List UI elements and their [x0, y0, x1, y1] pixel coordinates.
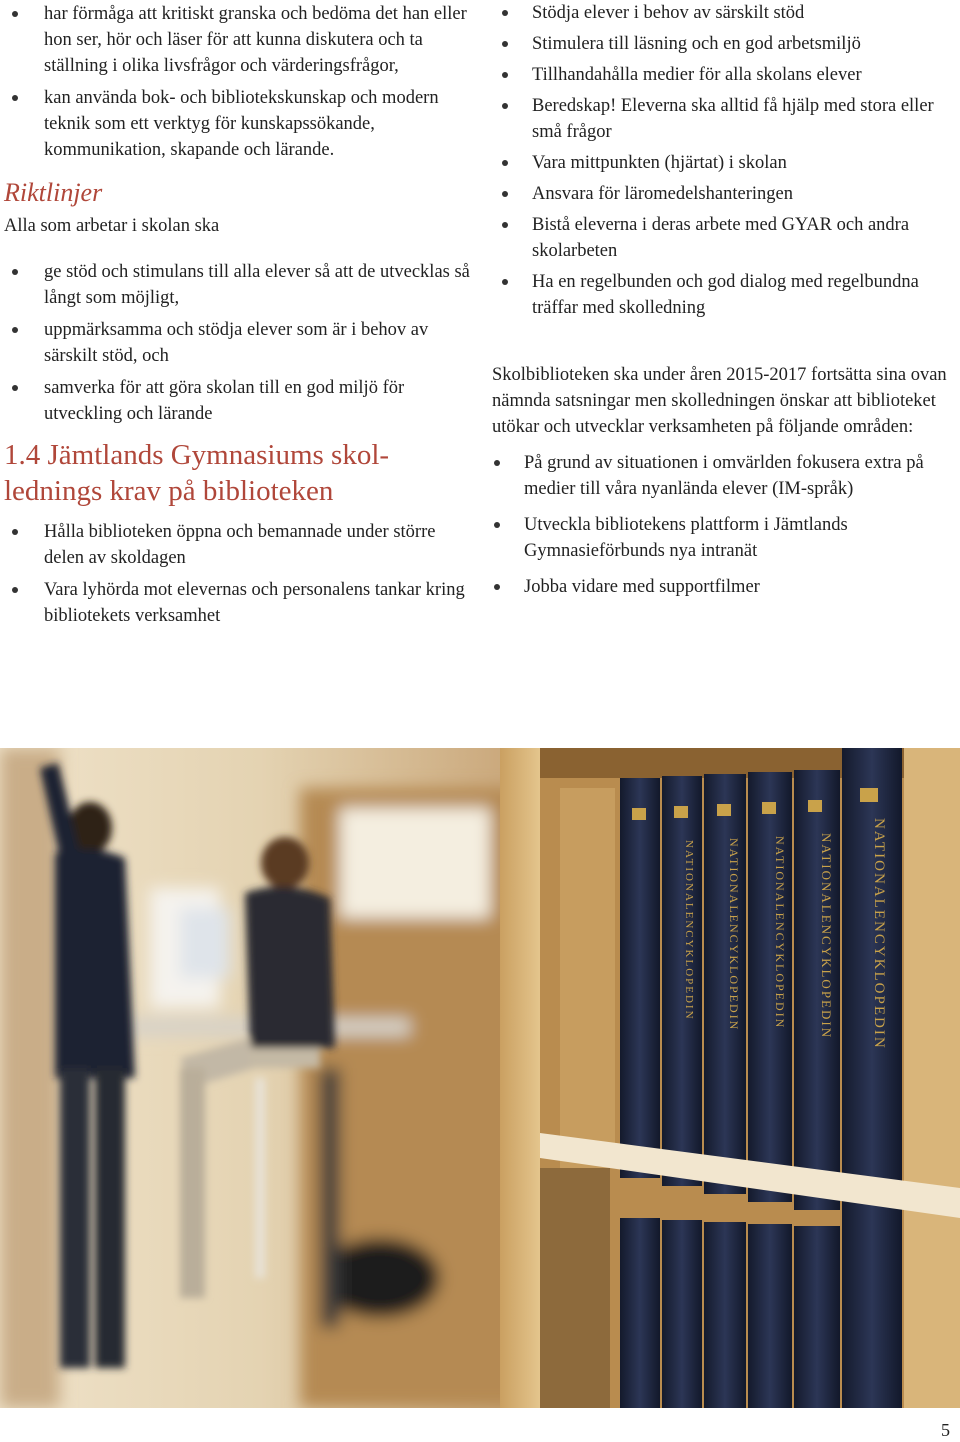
riktlinjer-list: [4, 259, 474, 427]
list-item: uppmärksamma och stödja elever som är i behov av särskilt stöd, och: [4, 317, 474, 369]
list-item: har förmåga att kritiskt granska och bedöma det han eller hon ser, hör och läser för att kunna diskutera och ta ställning i olika livsfrågor och värderingsfrågor,: [4, 1, 474, 79]
list-item: Stödja elever i behov av särskilt stöd: [492, 0, 958, 26]
section-heading: [4, 437, 474, 509]
section-heading-line2: lednings krav på biblioteken: [4, 475, 334, 507]
book-spine-text: NATIONALENCYKLOPEDIN: [727, 838, 741, 1032]
list-item: Ansvara för läromedelshanteringen: [492, 181, 958, 207]
list-item: kan använda bok- och bibliotekskunskap och modern teknik som ett verktyg för kunskapssökande, kommunikation, skapande och lärande.: [4, 85, 474, 163]
section-heading-line1: 1.4 Jämtlands Gymnasiums skol-: [4, 439, 390, 471]
book-spine-text: NATIONALENCYKLOPEDIN: [683, 840, 695, 1021]
riktlinjer-heading: Riktlinjer: [4, 178, 103, 207]
book-spine-text: NATIONALENCYKLOPEDIN: [871, 818, 887, 1050]
library-photo: [0, 748, 960, 1408]
list-item: Vara mittpunkten (hjärtat) i skolan: [492, 150, 958, 176]
plan-paragraph: Skolbiblioteken ska under åren 2015-2017 fortsätta sina ovan nämnda satsningar men skolledningen önskar att biblioteket utökar och utvecklar verksamheten på följande områden:: [492, 365, 947, 437]
list-item: Ha en regelbunden och god dialog med regelbundna träffar med skolledning: [492, 269, 958, 321]
duties-list: [492, 0, 958, 321]
intro-list: [4, 1, 474, 163]
library-photo-illustration: [0, 748, 960, 1408]
list-item: Bistå eleverna i deras arbete med GYAR och andra skolarbeten: [492, 212, 958, 264]
list-item: ge stöd och stimulans till alla elever så att de utvecklas så långt som möjligt,: [4, 259, 474, 311]
areas-list: [492, 450, 958, 600]
list-item: Vara lyhörda mot elevernas och personalens tankar kring bibliotekets verksamhet: [4, 577, 474, 629]
list-item: Tillhandahålla medier för alla skolans elever: [492, 62, 958, 88]
list-item: Stimulera till läsning och en god arbetsmiljö: [492, 31, 958, 57]
list-item: Hålla biblioteken öppna och bemannade under större delen av skoldagen: [4, 519, 474, 571]
list-item: Jobba vidare med supportfilmer: [492, 574, 958, 600]
page-number: 5: [941, 1420, 950, 1440]
book-spine-text: NATIONALENCYKLOPEDIN: [819, 833, 834, 1040]
left-column: [4, 0, 474, 629]
list-item: Beredskap! Eleverna ska alltid få hjälp med stora eller små frågor: [492, 93, 958, 145]
riktlinjer-lead: Alla som arbetar i skolan ska: [4, 216, 220, 236]
list-item: På grund av situationen i omvärlden fokusera extra på medier till våra nyanlända elever (IM-språk): [492, 450, 958, 502]
list-item: samverka för att göra skolan till en god miljö för utveckling och lärande: [4, 375, 474, 427]
book-spine-text: NATIONALENCYKLOPEDIN: [773, 836, 787, 1030]
section-list: [4, 519, 474, 629]
list-item: Utveckla bibliotekens plattform i Jämtlands Gymnasieförbunds nya intranät: [492, 512, 958, 564]
right-column: [492, 0, 958, 600]
